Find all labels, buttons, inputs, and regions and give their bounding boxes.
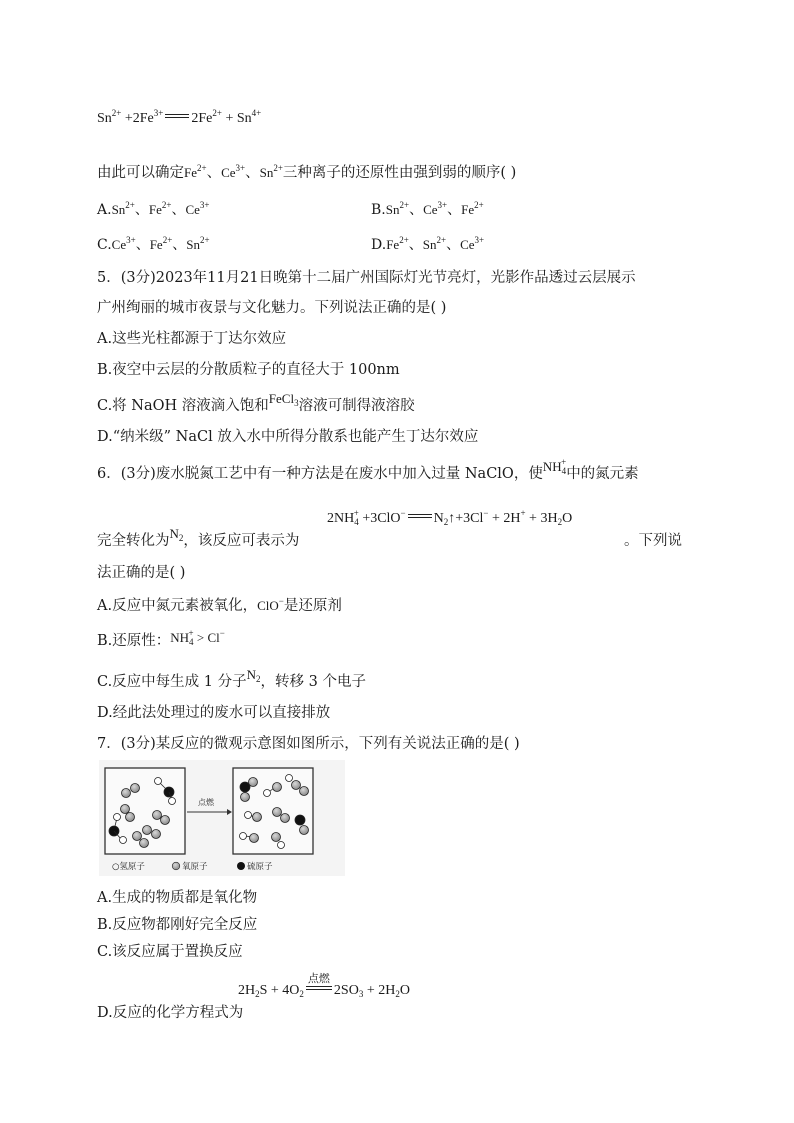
- hydrogen-atom: [120, 837, 127, 844]
- oxygen-atom: [133, 832, 142, 841]
- q5-option-a: A.这些光柱都源于丁达尔效应: [97, 331, 287, 347]
- q6-option-c: C.反应中每生成 1 分子$N_2$，转移 3 个电子: [97, 667, 366, 690]
- oxygen-atom: [131, 784, 140, 793]
- hydrogen-atom: [264, 790, 271, 797]
- legend-sulfur-swatch: [237, 862, 245, 870]
- legend-sulfur: 硫原子: [247, 862, 273, 872]
- oxygen-atom: [253, 813, 262, 822]
- oxygen-atom: [143, 826, 152, 835]
- sep: 、: [206, 165, 222, 181]
- eq-term: + Sn: [221, 111, 252, 126]
- sulfur-atom: [295, 815, 305, 825]
- oxygen-atom: [241, 793, 250, 802]
- oxygen-atom: [161, 816, 170, 825]
- oxygen-atom: [292, 781, 301, 790]
- q6-option-b: B.还原性：$NH_4^+ > Cl^-$: [97, 628, 225, 649]
- eq-term: +2Fe: [121, 111, 154, 126]
- oxygen-atom: [153, 811, 162, 820]
- oxygen-atom: [122, 789, 131, 798]
- q6-stem-line2: 完全转化为$N_2$，该反应可表示为: [97, 526, 300, 549]
- oxygen-atom: [126, 813, 135, 822]
- q6-stem-line2-tail: 。下列说: [624, 533, 682, 549]
- oxygen-atom: [273, 808, 282, 817]
- oxygen-atom: [272, 833, 281, 842]
- q6-stem-line3: 法正确的是( ): [97, 565, 186, 581]
- q7-option-b: B.反应物都刚好完全反应: [97, 917, 258, 933]
- equals-sign: [408, 514, 432, 518]
- arrow-label: 点燃: [198, 798, 214, 807]
- legend-oxygen: 氧原子: [182, 862, 208, 872]
- sep: 、: [245, 165, 260, 181]
- q7-option-d: D.反应的化学方程式为: [97, 1005, 244, 1021]
- oxygen-atom: [121, 805, 130, 814]
- hydrogen-atom: [240, 833, 247, 840]
- hydrogen-atom: [278, 842, 285, 849]
- hydrogen-atom: [169, 798, 176, 805]
- q7-option-c: C.该反应属于置换反应: [97, 944, 243, 960]
- ion-nh4: $NH_4^+$: [542, 457, 567, 476]
- q5-option-c: C.将 NaOH 溶液滴入饱和FeCl$_3$溶液可制得液溶胶: [97, 391, 415, 414]
- hydrogen-atom: [155, 778, 162, 785]
- q5-stem-line1: 5．(3分)2023年11月21日晚第十二届广州国际灯光节亮灯，光影作品透过云层展示: [97, 270, 636, 286]
- oxygen-atom: [152, 830, 161, 839]
- ion-ce: $Ce^{3+}$: [221, 163, 246, 180]
- q6-equation: $2NH_4^+ +3ClO^-$ $N_2↑+3Cl^- + 2H^+ + 3H_2O$: [327, 508, 573, 527]
- legend-hydrogen: ○氢原子: [112, 862, 145, 872]
- eq-charge: 4+: [251, 108, 262, 118]
- oxygen-atom: [281, 814, 290, 823]
- q4-stem: [97, 163, 516, 183]
- equals-sign: [165, 114, 189, 118]
- reaction-diagram: [99, 760, 345, 876]
- hydrogen-atom: [245, 812, 252, 819]
- q6-option-d: D.经此法处理过的废水可以直接排放: [97, 705, 331, 721]
- stem-text: 三种离子的还原性由强到弱的顺序( ): [282, 165, 517, 181]
- q4-option-d: $D.Fe^{2+}$、$Sn^{2+}$、$Ce^{3+}$: [371, 235, 485, 253]
- legend-oxygen-swatch: [172, 862, 180, 870]
- q7-option-a: A.生成的物质都是氧化物: [97, 890, 258, 906]
- q4-option-b: $B.Sn^{2+}$、$Ce^{3+}$、$Fe^{2+}$: [371, 200, 484, 218]
- n2-formula: $N_2$: [169, 526, 184, 543]
- oxygen-atom: [300, 826, 309, 835]
- oxygen-atom: [140, 839, 149, 848]
- q5-stem-line2: 广州绚丽的城市夜景与文化魅力。下列说法正确的是( ): [97, 300, 447, 316]
- q6-option-a: A.反应中氮元素被氧化，ClO−是还原剂: [97, 596, 342, 614]
- stem-text: 由此可以确定: [97, 165, 184, 181]
- equation-sn-fe: [97, 108, 262, 127]
- oxygen-atom: [300, 787, 309, 796]
- q6-stem-line1: 6．(3分)废水脱氮工艺中有一种方法是在废水中加入过量 NaClO，使$NH_4^+$中的氮元素: [97, 457, 639, 482]
- oxygen-atom: [250, 834, 259, 843]
- oxygen-atom: [273, 783, 282, 792]
- ion-fe: $Fe^{2+}$: [184, 163, 207, 180]
- eq-charge: 3+: [153, 108, 164, 118]
- q5-option-d: D.“纳米级” NaCl 放入水中所得分散系也能产生丁达尔效应: [97, 429, 479, 445]
- q5-option-b: B.夜空中云层的分散质粒子的直径大于 100nm: [97, 362, 400, 378]
- hydrogen-atom: [286, 775, 293, 782]
- eq-charge: 2+: [111, 108, 122, 118]
- reaction-condition: 点燃: [306, 983, 332, 999]
- eq-term: Sn: [97, 111, 112, 126]
- q7-equation: $2H_2S + 4O_2$ 点燃 $2SO_3 + 2H_2O$: [238, 972, 410, 999]
- eq-charge: 2+: [212, 108, 222, 118]
- oxygen-atom: [249, 778, 258, 787]
- diagram-legend: [112, 861, 273, 872]
- q4-option-a: $A.Sn^{2+}$、$Fe^{2+}$、$Ce^{3+}$: [97, 200, 210, 218]
- q4-option-c: $C.Ce^{3+}$、$Fe^{2+}$、$Sn^{2+}$: [97, 235, 210, 253]
- q7-stem: 7．(3分)某反应的微观示意图如图所示，下列有关说法正确的是( ): [97, 736, 520, 752]
- eq-term: 2Fe: [191, 111, 213, 126]
- hydrogen-atom: [114, 814, 121, 821]
- ion-sn: $Sn^{2+}$: [259, 163, 283, 180]
